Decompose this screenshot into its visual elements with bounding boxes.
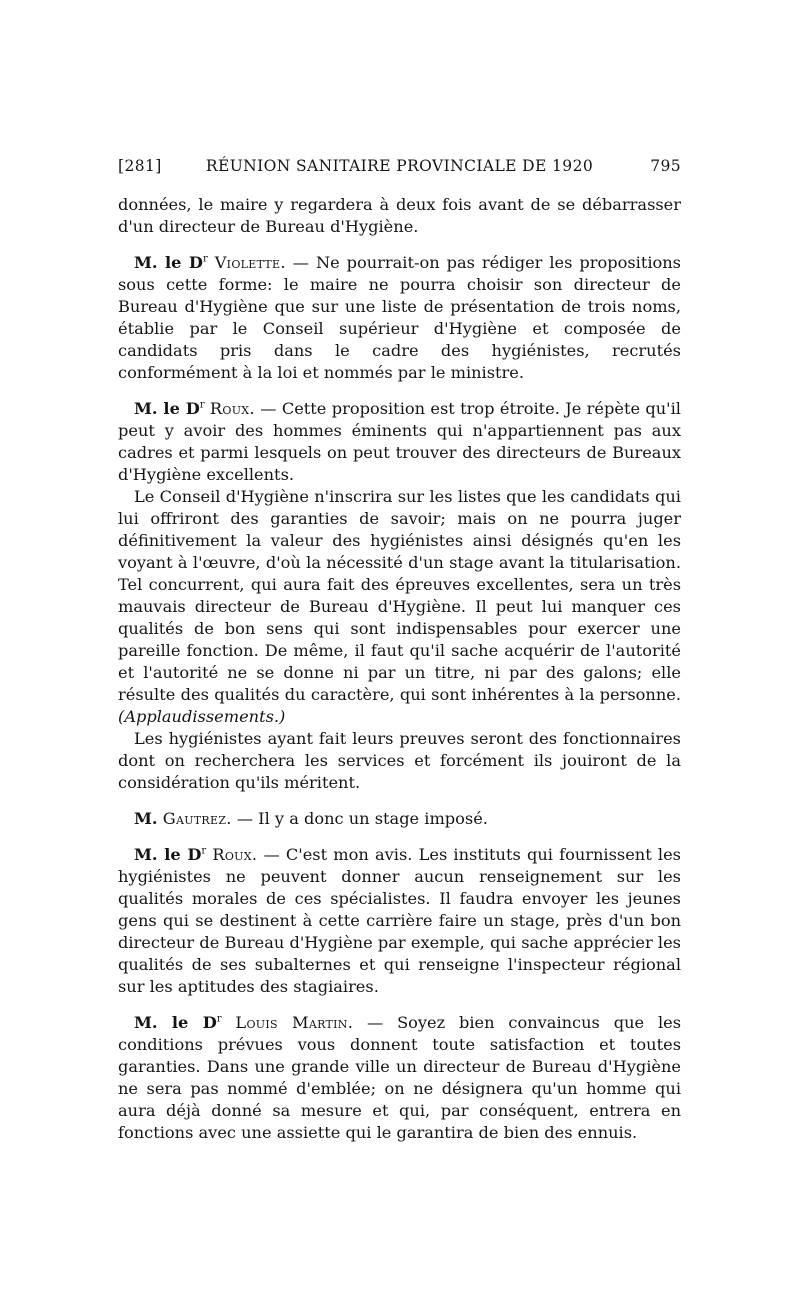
- speaker-prefix: M. le D: [134, 399, 200, 418]
- paragraph-gautrez: [118, 808, 681, 830]
- paragraph-hygienistes: [118, 728, 681, 794]
- running-title: RÉUNION SANITAIRE PROVINCIALE DE 1920: [205, 157, 594, 175]
- paragraph-conseil: [118, 486, 681, 728]
- paragraph-text: Les hygiénistes ayant fait leurs preuves seront des fonctionnaires dont on recherchera les services et forcément ils jouiront de la considération qu'ils méritent.: [118, 729, 681, 792]
- speaker-title-sup: r: [202, 253, 208, 265]
- paragraph-text: — Ne pourrait-on pas rédiger les propositions sous cette forme: le maire ne pourra choisir son directeur de Bureau d'Hygiène que sur une liste de présentation de trois noms, établie par le Conseil supérieur d'Hygiène et composée de candidats pris dans le cadre des hygiénistes, recrutés conformément à la loi et nommés par le ministre.: [118, 253, 681, 382]
- page-reference: [281]: [118, 157, 162, 175]
- speaker-name: Louis Martin.: [235, 1013, 354, 1032]
- paragraph-roux-1: [118, 398, 681, 486]
- page-body: [118, 194, 681, 1144]
- speaker-title-sup: r: [201, 845, 207, 857]
- running-header: [118, 157, 681, 179]
- paragraph-martin: [118, 1012, 681, 1144]
- page-number: 795: [650, 157, 681, 175]
- speaker-name: Roux.: [212, 845, 258, 864]
- paragraph-text: — Il y a donc un stage imposé.: [231, 809, 488, 828]
- paragraph-violette: [118, 252, 681, 384]
- paragraph-text: données, le maire y regardera à deux fois avant de se débarrasser d'un directeur de Bureau d'Hygiène.: [118, 195, 681, 236]
- speaker-prefix: M.: [134, 809, 158, 828]
- paragraph-text: — Soyez bien convaincus que les conditions prévues vous donnent toute satisfaction et toutes garanties. Dans une grande ville un directeur de Bureau d'Hygiène ne sera pas nommé d'emblée; on ne désignera qu'un homme qui aura déjà donné sa mesure et qui, par conséquent, entrera en fonctions avec une assiette qui le garantira de bien des ennuis.: [118, 1013, 682, 1142]
- speaker-title-sup: r: [199, 399, 205, 411]
- speaker-prefix: M. le D: [134, 845, 202, 864]
- paragraph-continuation: [118, 194, 681, 238]
- paragraph-text: Le Conseil d'Hygiène n'inscrira sur les listes que les candidats qui lui offriront des garanties de savoir; mais on ne pourra juger définitivement la valeur des hygiénistes ainsi désignés qu'en les voyant à l'œuvre, d'où la nécessité d'un stage avant la titularisation. Tel concurrent, qui aura fait des épreuves excellentes, sera un très mauvais directeur de Bureau d'Hygiène. Il peut lui manquer ces qualités de bon sens qui sont indispensables pour exercer une pareille fonction. De même, il faut qu'il sache acquérir de l'autorité et l'autorité ne se donne ni par un titre, ni par des galons; elle résulte des qualités du caractère, qui sont inhérentes à la personne.: [118, 487, 681, 704]
- applause-note: (Applaudissements.): [118, 707, 286, 726]
- speaker-prefix: M. le D: [134, 253, 203, 272]
- speaker-title-sup: r: [216, 1013, 222, 1025]
- paragraph-text: — Cette proposition est trop étroite. Je répète qu'il peut y avoir des hommes éminents qui n'appartiennent pas aux cadres et parmi lesquels on peut trouver des directeurs de Bureaux d'Hygiène excellents.: [118, 399, 681, 484]
- speaker-prefix: M. le D: [134, 1013, 217, 1032]
- paragraph-text: — C'est mon avis. Les instituts qui fournissent les hygiénistes ne peuvent donner aucun renseignement sur les qualités morales de ces spécialistes. Il faudra envoyer les jeunes gens qui se destinent à cette carrière faire un stage, près d'un bon directeur de Bureau d'Hygiène par exemple, qui sache apprécier les qualités de ses subalternes et qui renseigne l'inspecteur régional sur les aptitudes des stagiaires.: [118, 845, 681, 996]
- speaker-name: Gautrez.: [162, 809, 232, 828]
- paragraph-roux-2: [118, 844, 681, 998]
- speaker-name: Roux.: [209, 399, 255, 418]
- speaker-name: Violette.: [214, 253, 286, 272]
